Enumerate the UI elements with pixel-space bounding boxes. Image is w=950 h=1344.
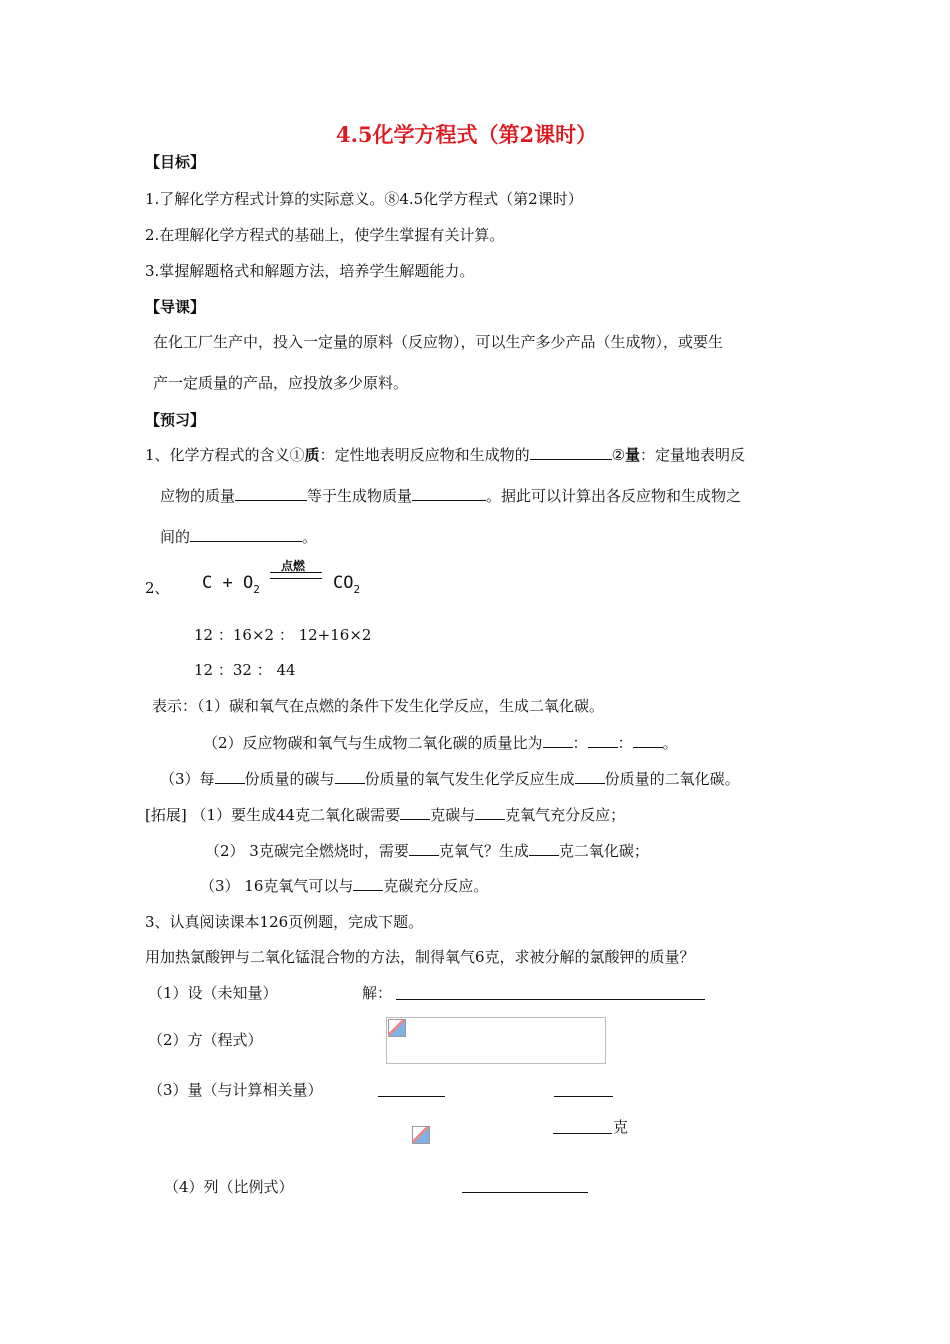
q3-intro: 3、认真阅读课本126页例题，完成下题。 [145, 913, 424, 931]
q1-text-j: 间的 [160, 528, 191, 546]
ext1-blank-1[interactable] [400, 805, 430, 820]
preview-header: 【预习】 [145, 411, 206, 429]
ext2-blank-1[interactable] [409, 841, 439, 856]
equation-double-line [270, 572, 322, 579]
step-3-label: （3）量（与计算相关量） [148, 1081, 323, 1099]
meaning-3-a: （3）每 [160, 770, 215, 788]
extension-1-b: 克碳与 [430, 806, 476, 824]
eq-o2-subscript: 2 [253, 583, 260, 596]
equation-reactants [202, 573, 260, 595]
q1-line-1 [145, 445, 745, 465]
solution-label: 解： [362, 984, 393, 1002]
ext1-blank-2[interactable] [475, 805, 505, 820]
step-4-label: （4）列（比例式） [164, 1178, 294, 1196]
ext2-blank-2[interactable] [529, 841, 559, 856]
q1-text-d: ② [611, 446, 626, 464]
eq-reactants-text: C + O [202, 573, 254, 593]
extension-3-a: （3） 16克氧气可以与 [200, 877, 354, 895]
q1-text-a: 1、化学方程式的含义① [145, 446, 305, 464]
step-1-label: （1）设（未知量） [148, 984, 278, 1002]
solution-answer-line[interactable] [396, 999, 705, 1000]
q1-liang: 量 [625, 446, 641, 464]
meaning-1: 表示：（1）碳和氧气在点燃的条件下发生化学反应，生成二氧化碳。 [152, 697, 605, 715]
equation-product [333, 573, 360, 595]
quantity-blank-3[interactable] [553, 1133, 612, 1134]
q1-zhi: 质 [304, 446, 320, 464]
ratio-line-2: 12 ：32 ： 44 [194, 661, 296, 679]
period-1: 。 [662, 734, 678, 752]
q1-text-h: 等于生成物质量 [307, 487, 413, 505]
q1-line-3 [160, 527, 317, 547]
q2-label: 2、 [145, 579, 170, 597]
extension-1-a: [拓展] （1）要生成44克二氧化碳需要 [145, 806, 401, 824]
meaning-3 [160, 769, 740, 789]
eq-product-text: CO [333, 573, 354, 593]
broken-image-icon-2 [412, 1126, 430, 1144]
extension-2-a: （2） 3克碳完全燃烧时，需要 [205, 842, 409, 860]
ext3-blank-1[interactable] [353, 876, 383, 891]
parts-blank-1[interactable] [215, 769, 245, 784]
meaning-3-b: 份质量的碳与 [244, 770, 335, 788]
q3-problem: 用加热氯酸钾与二氧化锰混合物的方法，制得氧气6克，求被分解的氯酸钾的质量？ [145, 948, 695, 966]
goal-item-3: 3.掌握解题格式和解题方法，培养学生解题能力。 [145, 262, 475, 280]
meaning-2 [203, 733, 678, 753]
page-title: 4.5化学方程式（第2课时） [336, 122, 598, 147]
goal-item-1: 1.了解化学方程式计算的实际意义。⑧4.5化学方程式（第2课时） [145, 190, 583, 208]
extension-3 [200, 876, 488, 896]
colon-2: ： [617, 734, 633, 752]
gram-unit: 克 [613, 1118, 629, 1136]
eq-co2-subscript: 2 [353, 583, 361, 596]
proportion-blank[interactable] [462, 1192, 588, 1193]
parts-blank-2[interactable] [335, 769, 365, 784]
q1-blank-2[interactable] [235, 486, 307, 501]
extension-2-c: 克二氧化碳； [558, 842, 649, 860]
q1-text-g: 应物的质量 [160, 487, 236, 505]
meaning-3-d: 份质量的二氧化碳。 [604, 770, 740, 788]
ratio-line-1: 12 ：16×2 ： 12+16×2 [194, 626, 372, 644]
extension-3-b: 克碳充分反应。 [383, 877, 489, 895]
extension-1 [145, 805, 625, 825]
q1-blank-4[interactable] [190, 527, 302, 542]
broken-image-icon [388, 1019, 406, 1037]
q1-text-i: 。据此可以计算出各反应物和生成物之 [486, 487, 742, 505]
colon-1: ： [572, 734, 588, 752]
mass-ratio-blank-1[interactable] [543, 733, 573, 748]
extension-2 [205, 841, 649, 861]
goals-header: 【目标】 [145, 153, 206, 171]
step-2-label: （2）方（程式） [148, 1031, 263, 1049]
q1-text-k: 。 [302, 528, 318, 546]
equation-condition: 点燃 [281, 559, 306, 573]
meaning-3-c: 份质量的氧气发生化学反应生成 [364, 770, 575, 788]
equation-image-box [386, 1017, 606, 1064]
mass-ratio-blank-2[interactable] [588, 733, 618, 748]
extension-2-b: 克氧气？生成 [438, 842, 529, 860]
quantity-blank-2[interactable] [554, 1096, 613, 1097]
parts-blank-3[interactable] [575, 769, 605, 784]
goal-item-2: 2.在理解化学方程式的基础上，使学生掌握有关计算。 [145, 226, 505, 244]
q1-line-2 [160, 486, 741, 506]
q1-blank-3[interactable] [412, 486, 486, 501]
q1-text-c: ：定性地表明反应物和生成物的 [319, 446, 530, 464]
extension-1-c: 克氧气充分反应； [505, 806, 626, 824]
quantity-blank-1[interactable] [378, 1096, 445, 1097]
intro-line-2: 产一定质量的产品，应投放多少原料。 [153, 374, 409, 392]
q1-text-f: ：定量地表明反 [640, 446, 746, 464]
mass-ratio-blank-3[interactable] [633, 733, 663, 748]
intro-line-1: 在化工厂生产中，投入一定量的原料（反应物），可以生产多少产品（生成物），或要生 [153, 333, 724, 351]
meaning-2-text: （2）反应物碳和氧气与生成物二氧化碳的质量比为 [203, 734, 543, 752]
intro-header: 【导课】 [145, 298, 206, 316]
q1-blank-1[interactable] [530, 445, 612, 460]
